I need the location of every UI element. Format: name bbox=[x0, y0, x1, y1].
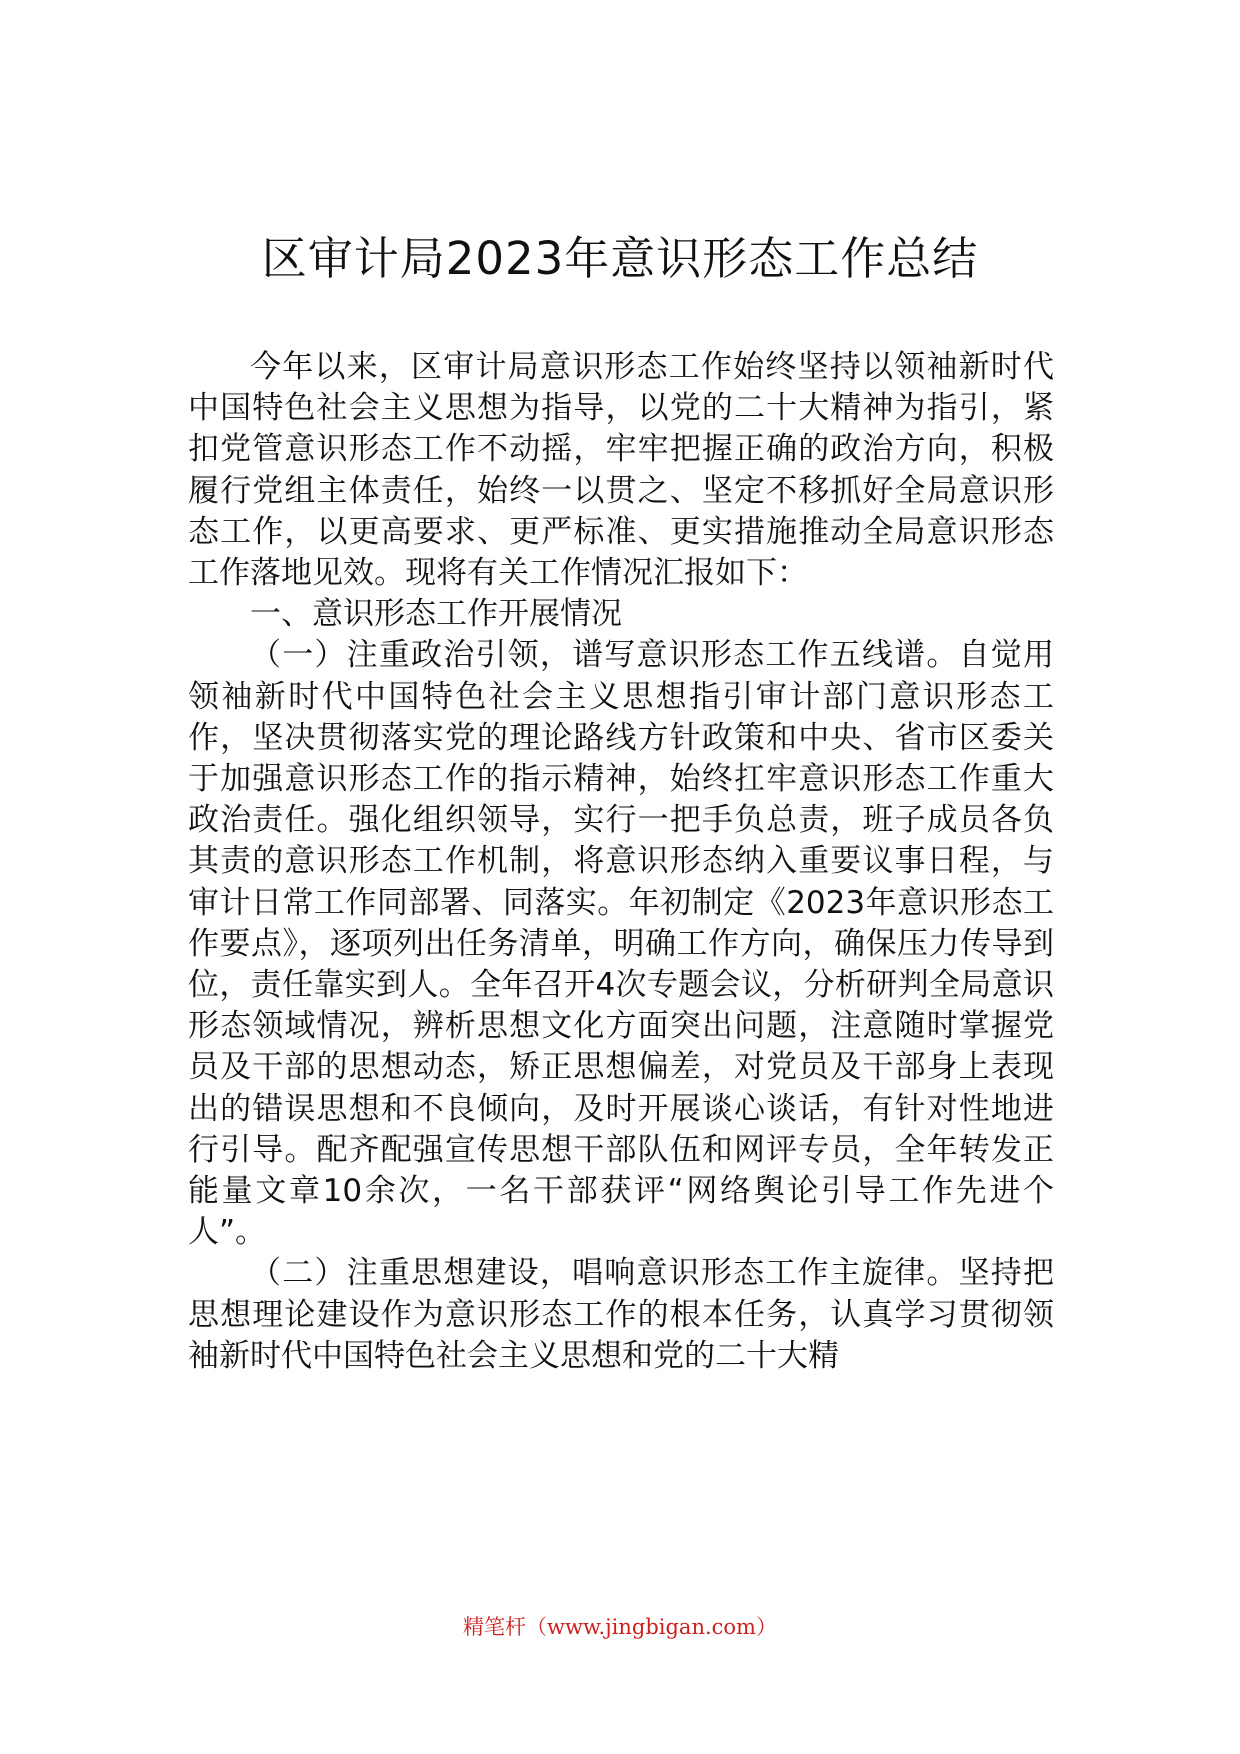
item-one-paragraph: （一）注重政治引领，谱写意识形态工作五线谱。自觉用领袖新时代中国特色社会主义思想指引审计部门意识形态工作，坚决贯彻落实党的理论路线方针政策和中央、省市区委关于加强意识形态工作的指示精神，始终扛牢意识形态工作重大政治责任。强化组织领导，实行一把手负总责，班子成员各负其责的意识形态工作机制，将意识形态纳入重要议事日程，与审计日常工作同部署、同落实。年初制定《2023年意识形态工作要点》，逐项列出任务清单，明确工作方向，确保压力传导到位，责任靠实到人。全年召开4次专题会议，分析研判全局意识形态领域情况，辨析思想文化方面突出问题，注意随时掌握党员及干部的思想动态，矫正思想偏差，对党员及干部身上表现出的错误思想和不良倾向，及时开展谈心谈话，有针对性地进行引导。配齐配强宣传思想干部队伍和网评专员，全年转发正能量文章10余次，一名干部获评“网络舆论引导工作先进个人”。 bbox=[188, 637, 1054, 1251]
footer-watermark: 精笔杆（www.jingbigan.com） bbox=[463, 1615, 777, 1639]
section-heading: 一、意识形态工作开展情况 bbox=[250, 596, 622, 633]
document-body bbox=[188, 347, 1054, 1377]
intro-paragraph: 今年以来，区审计局意识形态工作始终坚持以领袖新时代中国特色社会主义思想为指导，以党的二十大精神为指引，紧扣党管意识形态工作不动摇，牢牢把握正确的政治方向，积极履行党组主体责任，始终一以贯之、坚定不移抓好全局意识形态工作，以更高要求、更严标准、更实措施推动全局意识形态工作落地见效。现将有关工作情况汇报如下： bbox=[188, 349, 1054, 592]
document-title: 区审计局2023年意识形态工作总结 bbox=[261, 232, 979, 285]
item-two-paragraph: （二）注重思想建设，唱响意识形态工作主旋律。坚持把思想理论建设作为意识形态工作的根本任务，认真学习贯彻领袖新时代中国特色社会主义思想和党的二十大精 bbox=[188, 1255, 1054, 1374]
